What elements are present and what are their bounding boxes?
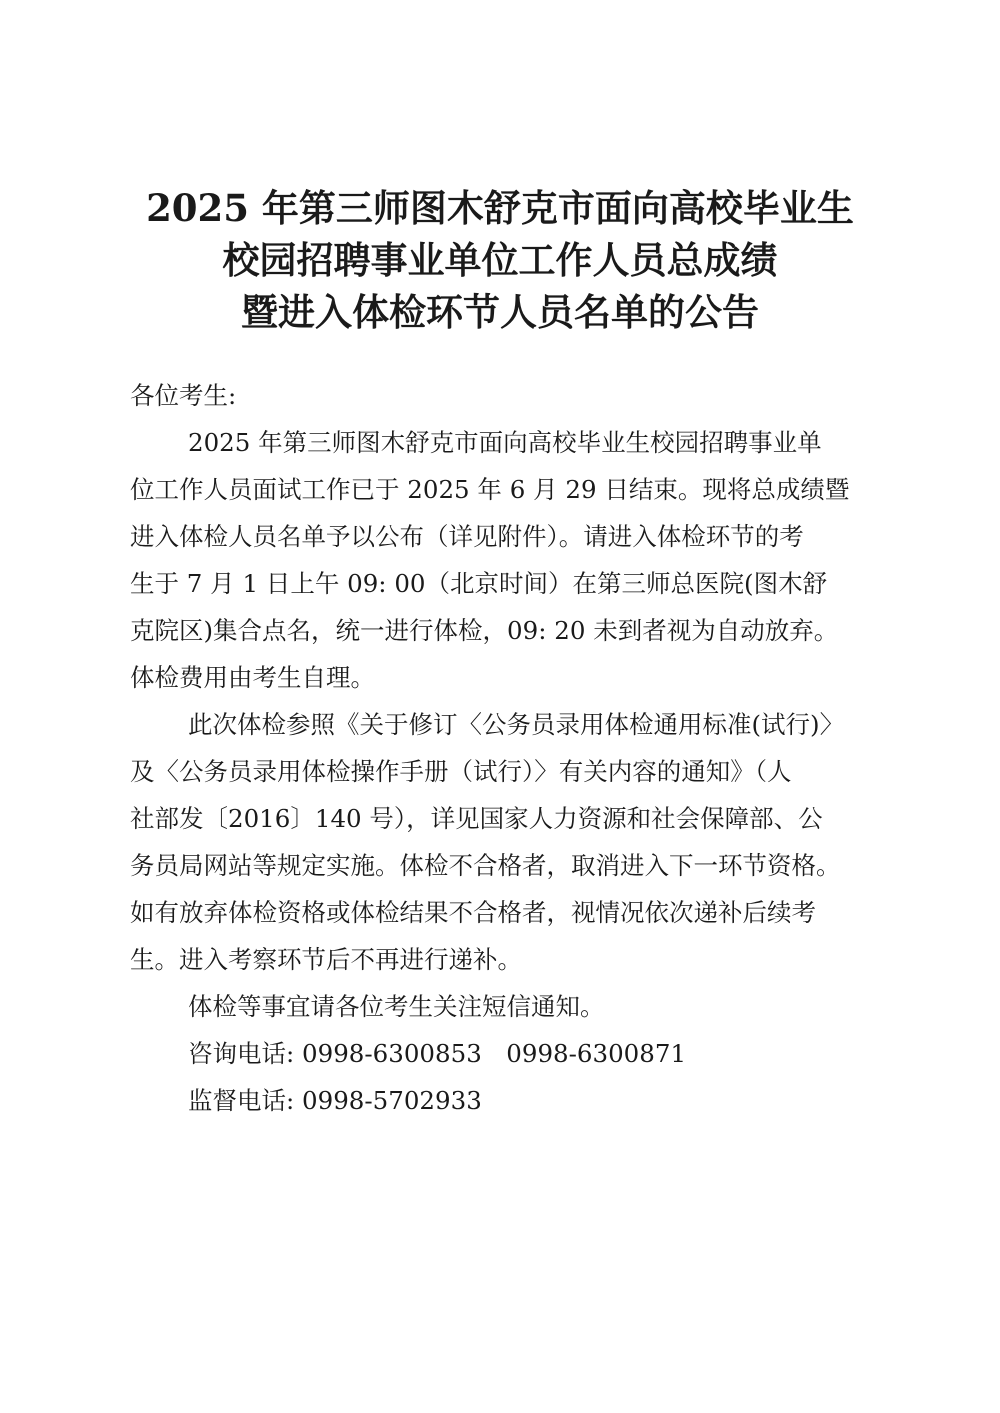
supervise-phone: 监督电话: 0998-5702933 xyxy=(188,1086,482,1115)
paragraph-line: 进入体检人员名单予以公布（详见附件）。请进入体检环节的考 xyxy=(130,522,804,551)
paragraph-2 xyxy=(130,701,890,983)
consult-phone: 咨询电话: 0998-6300853 0998-6300871 xyxy=(188,1039,687,1068)
title-line-1: 2025 年第三师图木舒克市面向高校毕业生 xyxy=(146,186,854,230)
paragraph-line: 生。进入考察环节后不再进行递补。 xyxy=(130,945,522,974)
greeting: 各位考生: xyxy=(130,381,237,410)
paragraph-line: 及〈公务员录用体检操作手册（试行）〉有关内容的通知》（人 xyxy=(130,757,792,786)
paragraph-line: 此次体检参照《关于修订〈公务员录用体检通用标准(试行)〉 xyxy=(188,710,845,739)
title-line-2: 校园招聘事业单位工作人员总成绩 xyxy=(222,238,778,282)
paragraph-line: 生于 7 月 1 日上午 09: 00（北京时间）在第三师总医院(图木舒 xyxy=(130,569,828,598)
paragraph-line: 克院区)集合点名，统一进行体检，09: 20 未到者视为自动放弃。 xyxy=(130,616,839,645)
paragraph-line: 社部发〔2016〕140 号），详见国家人力资源和社会保障部、公 xyxy=(130,804,823,833)
paragraph-line: 体检费用由考生自理。 xyxy=(130,663,375,692)
paragraph-3: 体检等事宜请各位考生关注短信通知。 xyxy=(188,992,605,1021)
paragraph-line: 务员局网站等规定实施。体检不合格者，取消进入下一环节资格。 xyxy=(130,851,841,880)
paragraph-1 xyxy=(130,419,890,701)
paragraph-line: 位工作人员面试工作已于 2025 年 6 月 29 日结束。现将总成绩暨 xyxy=(130,475,850,504)
document-title xyxy=(0,182,1000,338)
document-body xyxy=(130,372,890,1124)
paragraph-line: 2025 年第三师图木舒克市面向高校毕业生校园招聘事业单 xyxy=(188,428,822,457)
paragraph-line: 如有放弃体检资格或体检结果不合格者，视情况依次递补后续考 xyxy=(130,898,816,927)
title-line-3: 暨进入体检环节人员名单的公告 xyxy=(241,290,759,334)
